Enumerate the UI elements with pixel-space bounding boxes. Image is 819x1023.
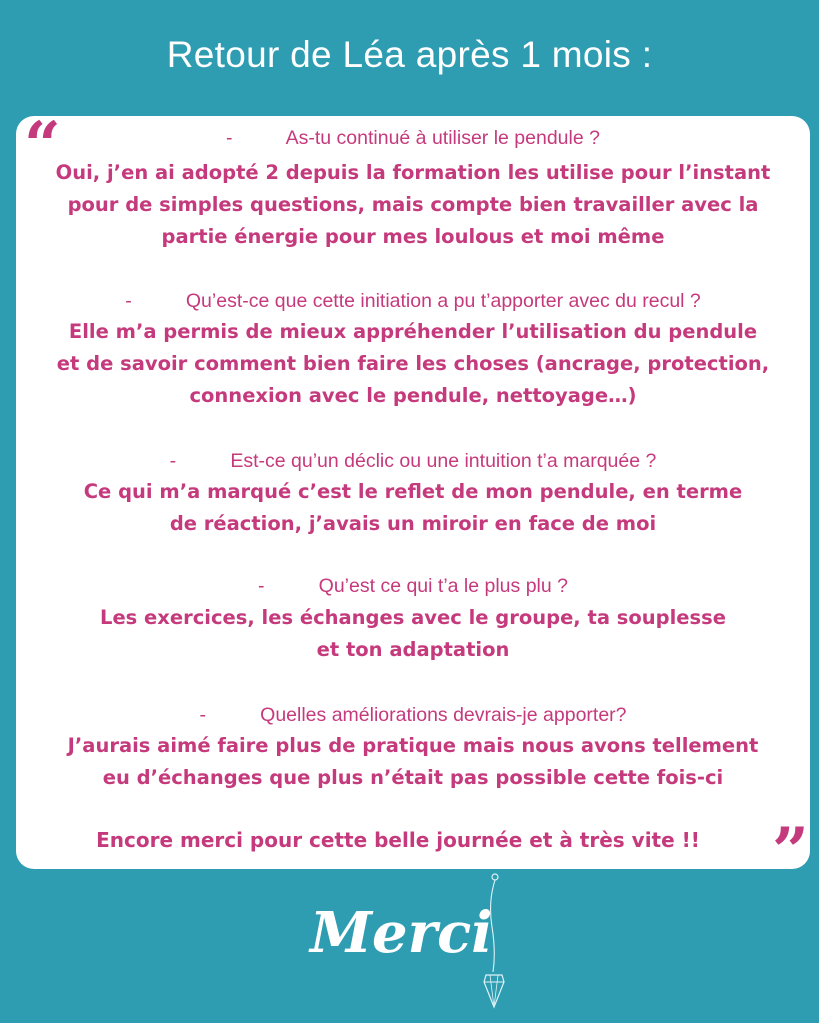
answer-line: Elle m’a permis de mieux appréhender l’utilisation du pendule [68, 320, 758, 343]
question-5: - Quelles améliorations devrais-je apporter? [199, 704, 627, 726]
question-2: - Qu’est-ce que cette initiation a pu t’apporter avec du recul ? [125, 290, 701, 312]
closing-quote-icon: ” [772, 814, 809, 889]
answer-line: connexion avec le pendule, nettoyage…) [189, 384, 637, 407]
answer-line: pour de simples questions, mais compte bien travailler avec la [67, 193, 759, 216]
question-4: - Qu’est ce qui t’a le plus plu ? [258, 575, 568, 597]
answer-line: Ce qui m’a marqué c’est le reflet de mon pendule, en terme [83, 480, 743, 503]
answer-4 [16, 602, 810, 666]
testimonial-card [16, 108, 810, 889]
answer-line: Les exercices, les échanges avec le groupe, ta souplesse [100, 606, 726, 629]
answer-2 [16, 316, 810, 412]
opening-quote-icon: “ [24, 108, 61, 183]
closing-message: Encore merci pour cette belle journée et à très vite !! [96, 828, 700, 852]
answer-line: Oui, j’en ai adopté 2 depuis la formation les utilise pour l’instant [55, 161, 771, 184]
page-title: Retour de Léa après 1 mois : [166, 34, 653, 75]
answer-line: et de savoir comment bien faire les choses (ancrage, protection, [56, 352, 770, 375]
answer-line: et ton adaptation [316, 638, 510, 661]
question-1: - As-tu continué à utiliser le pendule ? [226, 127, 600, 149]
answer-1 [16, 157, 810, 253]
question-3: - Est-ce qu’un déclic ou une intuition t’a marquée ? [169, 450, 657, 472]
answer-3 [16, 476, 810, 540]
answer-line: de réaction, j’avais un miroir en face de moi [169, 512, 657, 535]
answer-line: partie énergie pour mes loulous et moi même [161, 225, 665, 248]
answer-line: J’aurais aimé faire plus de pratique mais nous avons tellement [67, 734, 759, 757]
answer-line: eu d’échanges que plus n’était pas possible cette fois-ci [102, 766, 724, 789]
pendulum-icon [480, 872, 510, 1012]
merci-signature: Merci [310, 900, 493, 966]
answer-5 [16, 730, 810, 794]
